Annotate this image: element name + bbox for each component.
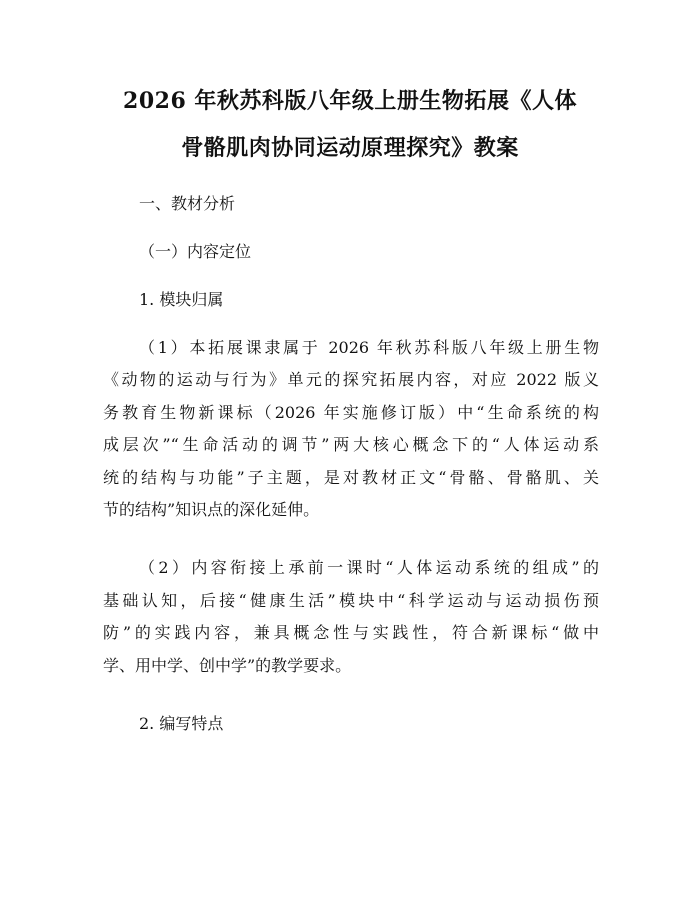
section-heading: 一、教材分析 [139, 194, 236, 213]
item-heading: 1. 模块归属 [139, 290, 224, 309]
item-heading: 2. 编写特点 [139, 714, 224, 733]
paragraph-line: 学、用中学、创中学”的教学要求。 [103, 656, 352, 675]
document-title-line-1: 2026 年秋苏科版八年级上册生物拓展《人体 [123, 88, 577, 114]
subsection-heading: （一）内容定位 [139, 242, 252, 261]
paragraph-line: 统的结构与功能”子主题，是对教材正文“骨骼、骨骼肌、关 [103, 468, 599, 487]
paragraph-line: 务教育生物新课标（2026 年实施修订版）中“生命系统的构 [103, 403, 599, 422]
document-title-line-2: 骨骼肌肉协同运动原理探究》教案 [181, 135, 519, 161]
paragraph-line: 防”的实践内容，兼具概念性与实践性，符合新课标“做中 [103, 623, 599, 642]
paragraph-line: 基础认知，后接“健康生活”模块中“科学运动与运动损伤预 [103, 591, 599, 610]
paragraph-line: 《动物的运动与行为》单元的探究拓展内容，对应 2022 版义 [103, 370, 599, 389]
paragraph-line: 节的结构”知识点的深化延伸。 [103, 500, 320, 519]
paragraph-line: （2）内容衔接上承前一课时“人体运动系统的组成”的 [139, 558, 599, 577]
paragraph-line: （1）本拓展课隶属于 2026 年秋苏科版八年级上册生物 [139, 338, 599, 357]
paragraph-line: 成层次”“生命活动的调节”两大核心概念下的“人体运动系 [103, 435, 599, 454]
